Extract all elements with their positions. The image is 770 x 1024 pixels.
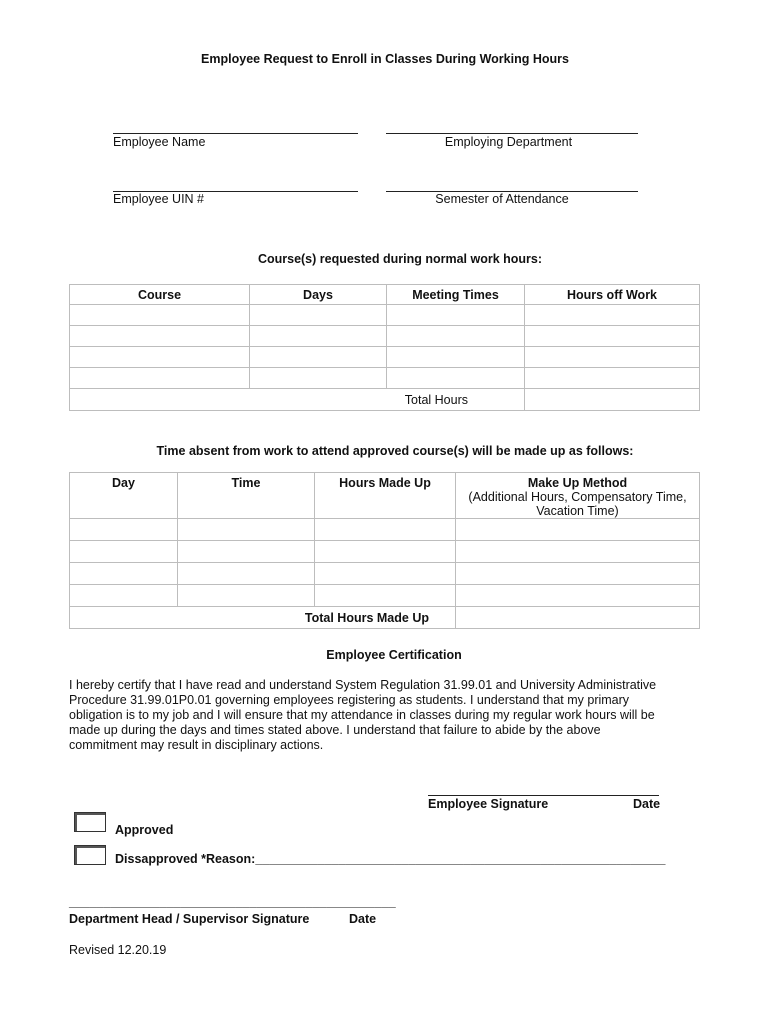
time-cell[interactable] (178, 519, 315, 541)
day-cell[interactable] (70, 563, 178, 585)
table-row (70, 585, 700, 607)
table-row (70, 347, 700, 368)
total-hours-label: Total Hours (70, 389, 525, 411)
employee-date-label: Date (633, 797, 661, 811)
hours-made-up-cell[interactable] (315, 585, 456, 607)
employing-department-line[interactable] (386, 133, 638, 134)
makeup-table (69, 472, 700, 629)
courses-table (69, 284, 700, 411)
make-up-method-note-2: Vacation Time) (536, 504, 619, 518)
supervisor-signature-line[interactable]: _______________________________________________ (69, 895, 396, 909)
meeting-times-cell[interactable] (387, 368, 525, 389)
course-cell[interactable] (70, 368, 250, 389)
method-cell[interactable] (456, 541, 700, 563)
employee-name-line[interactable] (113, 133, 358, 134)
days-cell[interactable] (250, 305, 387, 326)
certification-line: commitment may result in disciplinary actions. (69, 738, 324, 752)
certification-heading: Employee Certification (326, 648, 462, 662)
table-row (70, 519, 700, 541)
col-course: Course (70, 285, 250, 305)
employee-signature-label: Employee Signature (428, 797, 549, 811)
hours-off-cell[interactable] (525, 326, 700, 347)
certification-line: Procedure 31.99.01P0.01 governing employees registering as students. I understand that my primary (69, 693, 630, 707)
hours-off-cell[interactable] (525, 347, 700, 368)
total-hours-made-up-label: Total Hours Made Up (70, 607, 456, 629)
time-cell[interactable] (178, 541, 315, 563)
course-cell[interactable] (70, 347, 250, 368)
course-cell[interactable] (70, 326, 250, 347)
courses-heading: Course(s) requested during normal work hours: (257, 252, 543, 266)
employee-name-label: Employee Name (113, 135, 206, 149)
employee-uin-label: Employee UIN # (113, 192, 205, 206)
method-cell[interactable] (456, 519, 700, 541)
table-row (70, 368, 700, 389)
hours-made-up-cell[interactable] (315, 541, 456, 563)
method-cell[interactable] (456, 585, 700, 607)
col-hours-off-work: Hours off Work (525, 285, 700, 305)
employing-department-label: Employing Department (444, 135, 573, 149)
total-hours-cell[interactable] (525, 389, 700, 411)
col-meeting-times: Meeting Times (387, 285, 525, 305)
disapproved-checkbox[interactable] (74, 845, 106, 865)
makeup-heading: Time absent from work to attend approved course(s) will be made up as follows: (156, 444, 634, 458)
meeting-times-cell[interactable] (387, 347, 525, 368)
semester-label: Semester of Attendance (435, 192, 569, 206)
certification-line: made up during the days and times stated above. I understand that failure to abide by the above (69, 723, 601, 737)
method-cell[interactable] (456, 563, 700, 585)
col-days: Days (250, 285, 387, 305)
supervisor-signature-label: Department Head / Supervisor Signature (69, 912, 310, 926)
employee-signature-line[interactable] (428, 795, 659, 796)
approved-label: Approved (115, 823, 174, 837)
table-row (70, 305, 700, 326)
day-cell[interactable] (70, 585, 178, 607)
hours-off-cell[interactable] (525, 305, 700, 326)
days-cell[interactable] (250, 326, 387, 347)
total-hours-made-up-cell[interactable] (456, 607, 700, 629)
hours-made-up-cell[interactable] (315, 563, 456, 585)
certification-line: obligation is to my job and I will ensure that my attendance in classes during my regular work hours will be (69, 708, 655, 722)
table-row (70, 563, 700, 585)
approved-checkbox[interactable] (74, 812, 106, 832)
disapproved-reason-label: Dissapproved *Reason:___________________________________________________________ (115, 852, 666, 866)
col-hours-made-up: Hours Made Up (315, 473, 456, 519)
course-cell[interactable] (70, 305, 250, 326)
hours-made-up-cell[interactable] (315, 519, 456, 541)
hours-off-cell[interactable] (525, 368, 700, 389)
time-cell[interactable] (178, 585, 315, 607)
days-cell[interactable] (250, 368, 387, 389)
time-cell[interactable] (178, 563, 315, 585)
day-cell[interactable] (70, 519, 178, 541)
supervisor-date-label: Date (349, 912, 377, 926)
days-cell[interactable] (250, 347, 387, 368)
col-make-up-method (456, 473, 700, 519)
make-up-method-label: Make Up Method (527, 476, 628, 490)
meeting-times-cell[interactable] (387, 305, 525, 326)
certification-text (69, 678, 709, 753)
table-row (70, 326, 700, 347)
col-time: Time (178, 473, 315, 519)
form-title: Employee Request to Enroll in Classes During Working Hours (201, 52, 569, 66)
revised-date: Revised 12.20.19 (69, 943, 167, 957)
day-cell[interactable] (70, 541, 178, 563)
col-day: Day (70, 473, 178, 519)
meeting-times-cell[interactable] (387, 326, 525, 347)
certification-line: I hereby certify that I have read and understand System Regulation 31.99.01 and University Administrative (69, 678, 657, 692)
make-up-method-note-1: (Additional Hours, Compensatory Time, (468, 490, 687, 504)
table-row (70, 541, 700, 563)
